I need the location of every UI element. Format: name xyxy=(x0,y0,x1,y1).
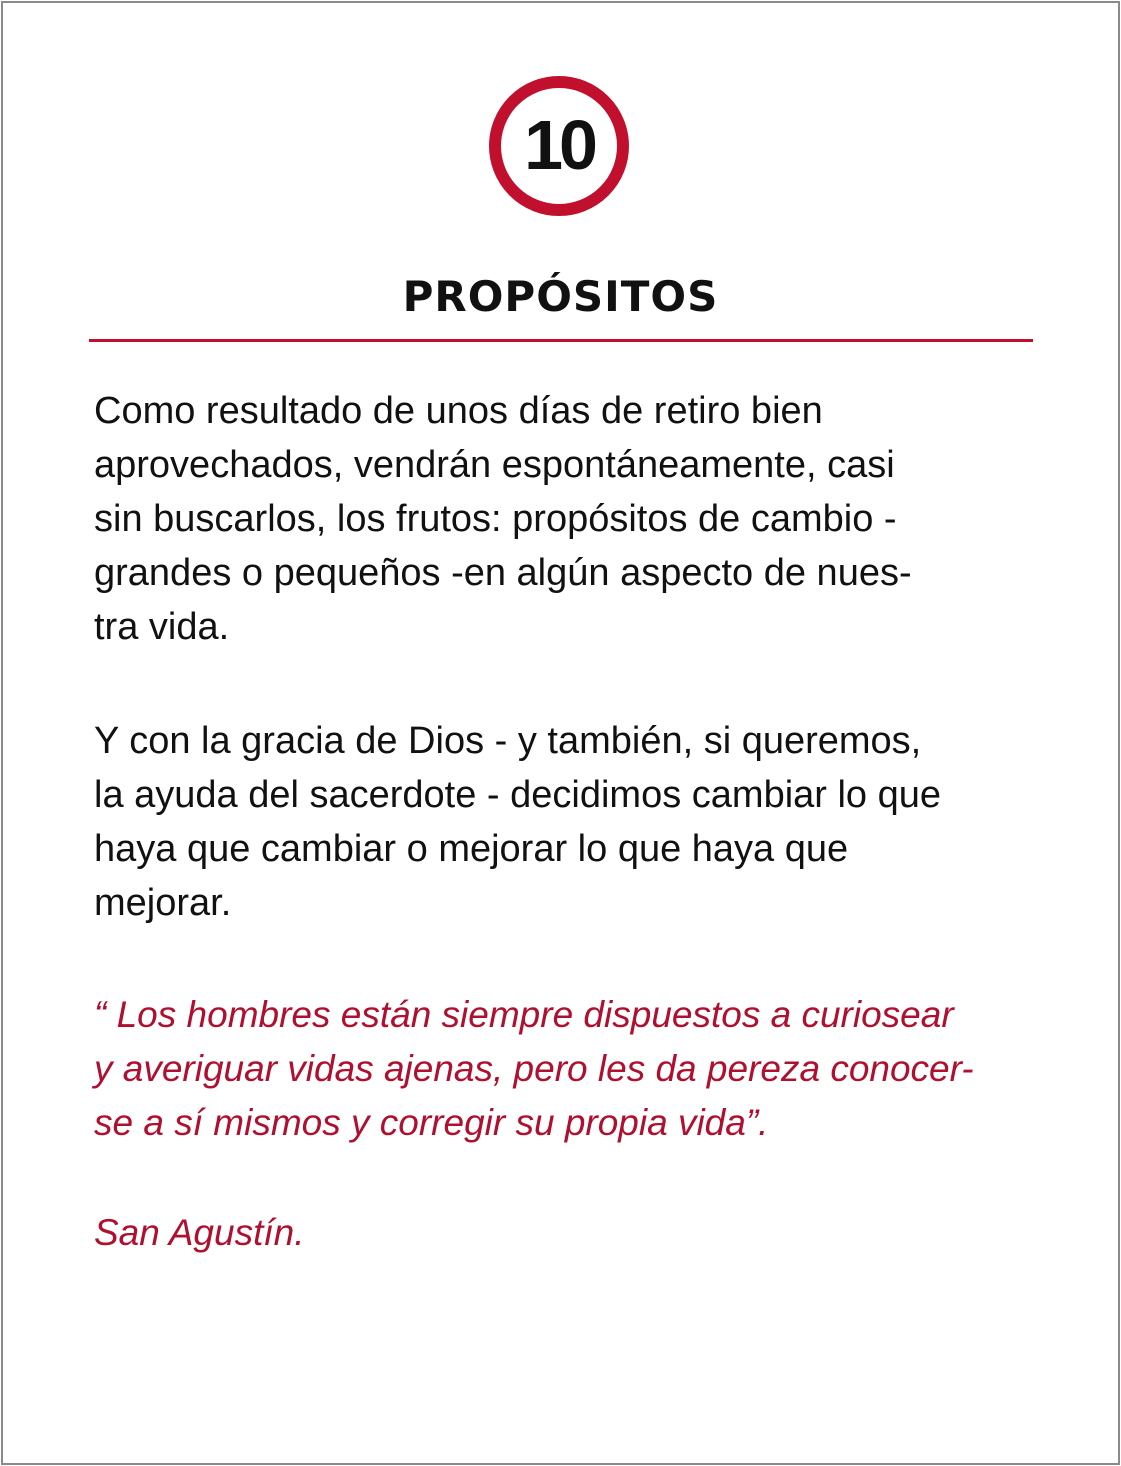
badge-number: 10 xyxy=(524,106,594,184)
paragraph-line: grandes o pequeños -en algún aspecto de nues- xyxy=(94,552,912,594)
paragraph-intro xyxy=(94,384,1054,654)
quote-line: y averiguar vidas ajenas, pero les da pereza conocer- xyxy=(94,1048,974,1089)
paragraph-line: la ayuda del sacerdote - decidimos cambiar lo que xyxy=(94,774,942,816)
quote xyxy=(94,988,1054,1150)
quote-line: se a sí mismos y corregir su propia vida”. xyxy=(94,1102,769,1143)
quote-line: “ Los hombres están siempre dispuestos a curiosear xyxy=(94,994,954,1035)
paragraph-line: Como resultado de unos días de retiro bien xyxy=(94,390,823,432)
paragraph-line: tra vida. xyxy=(94,606,230,648)
title-divider xyxy=(89,339,1033,342)
paragraph-line: aprovechados, vendrán espontáneamente, casi xyxy=(94,444,895,486)
paragraph-line: mejorar. xyxy=(94,882,232,924)
paragraph-line: sin buscarlos, los frutos: propósitos de cambio - xyxy=(94,498,897,540)
paragraph-resolution xyxy=(94,714,1054,930)
quote-author: San Agustín. xyxy=(94,1212,305,1253)
number-badge xyxy=(489,76,629,216)
paragraph-line: haya que cambiar o mejorar lo que haya que xyxy=(94,828,849,870)
paragraph-line: Y con la gracia de Dios - y también, si queremos, xyxy=(94,720,922,762)
page-title: PROPÓSITOS xyxy=(402,272,719,321)
